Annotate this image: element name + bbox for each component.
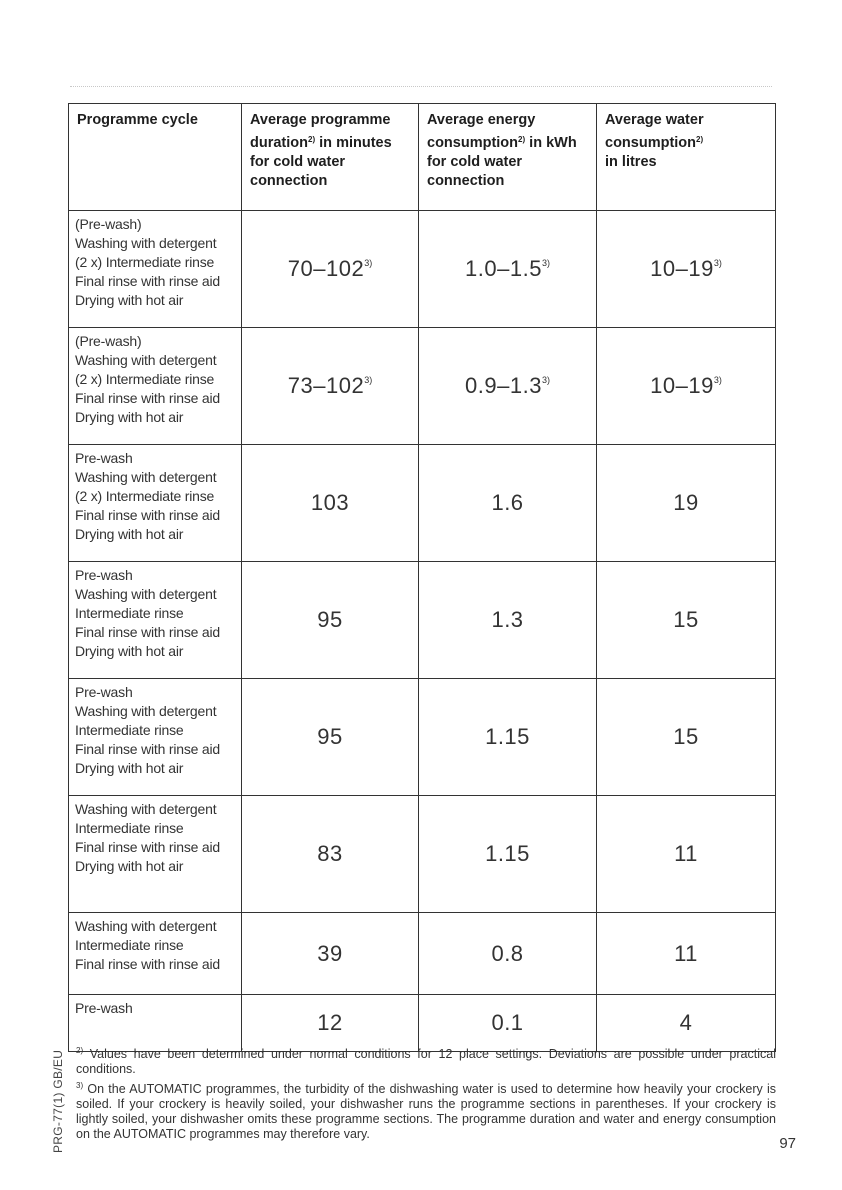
cycle-step: Intermediate rinse (75, 820, 184, 836)
water-value: 15 (673, 724, 699, 749)
cycle-step: Drying with hot air (75, 409, 184, 425)
header-water: Average water consumption$^{2)}$ in litres (597, 104, 776, 211)
duration-value: 83 (317, 841, 343, 866)
energy-cell (419, 211, 597, 328)
cycle-step: Drying with hot air (75, 643, 184, 659)
footnote-ref: 3) (713, 258, 722, 268)
water-cell (597, 211, 776, 328)
energy-value: 1.6 (491, 490, 524, 515)
duration-cell (242, 211, 419, 328)
water-value: 10–19 (650, 373, 714, 398)
water-value: 10–19 (650, 256, 714, 281)
energy-value: 1.0–1.5 (465, 256, 542, 281)
water-value: 4 (679, 1010, 693, 1035)
energy-cell (419, 679, 597, 796)
footnote-ref: 3) (541, 258, 550, 268)
water-cell (597, 562, 776, 679)
cycle-step: Final rinse with rinse aid (75, 390, 220, 406)
water-cell (597, 913, 776, 995)
energy-cell (419, 562, 597, 679)
footnote-2: $^{2)}$ Values have been determined under normal conditions for 12 place settings. Deviations are possible under practical conditions. (76, 1046, 776, 1076)
energy-cell (419, 913, 597, 995)
cycle-step: Washing with detergent (75, 352, 217, 368)
table-row (69, 328, 776, 445)
cycle-step: Drying with hot air (75, 760, 184, 776)
cycle-step: Pre-wash (75, 567, 133, 583)
programme-cycle-cell (69, 679, 242, 796)
table-row (69, 679, 776, 796)
energy-cell (419, 445, 597, 562)
cycle-step: Washing with detergent (75, 918, 217, 934)
table-row (69, 562, 776, 679)
table-row (69, 796, 776, 913)
programme-cycle-cell (69, 328, 242, 445)
cycle-step: Intermediate rinse (75, 605, 184, 621)
water-cell (597, 445, 776, 562)
programme-cycle-cell (69, 796, 242, 913)
duration-cell (242, 445, 419, 562)
cycle-step: Intermediate rinse (75, 937, 184, 953)
footnote-ref: 3) (713, 375, 722, 385)
cycle-step: Pre-wash (75, 684, 133, 700)
cycle-step: Washing with detergent (75, 801, 217, 817)
programme-cycle-cell (69, 913, 242, 995)
water-value: 19 (673, 490, 699, 515)
energy-cell (419, 328, 597, 445)
cycle-step: Drying with hot air (75, 292, 184, 308)
footnotes (76, 1043, 776, 1142)
table-row (69, 445, 776, 562)
water-value: 15 (673, 607, 699, 632)
cycle-step: Final rinse with rinse aid (75, 624, 220, 640)
cycle-step: Final rinse with rinse aid (75, 507, 220, 523)
duration-value: 39 (317, 940, 343, 966)
footnote-3: $^{3)}$ On the AUTOMATIC programmes, the turbidity of the dishwashing water is used to determine how heavily your crockery is soiled. If your crockery is heavily soiled, your dishwasher runs the programme sections in parentheses. If your crockery is lightly soiled, your dishwasher omits these programme sections. The programme duration and water and energy consumption on the AUTOMATIC programmes may therefore vary. (76, 1081, 776, 1141)
cycle-step: Pre-wash (75, 450, 133, 466)
duration-cell (242, 913, 419, 995)
water-cell (597, 679, 776, 796)
cycle-step: (2 x) Intermediate rinse (75, 254, 215, 270)
table-row (69, 211, 776, 328)
page-number: 97 (779, 1135, 796, 1152)
energy-cell (419, 796, 597, 913)
water-value: 11 (674, 940, 698, 966)
duration-value: 12 (317, 1010, 343, 1035)
energy-value: 0.1 (491, 1010, 524, 1035)
duration-cell (242, 328, 419, 445)
cycle-step: Final rinse with rinse aid (75, 273, 220, 289)
duration-cell (242, 796, 419, 913)
footnote-ref: 3) (364, 258, 373, 268)
programme-cycle-cell (69, 211, 242, 328)
water-cell (597, 796, 776, 913)
programme-cycle-cell (69, 445, 242, 562)
programme-cycle-cell (69, 562, 242, 679)
cycle-step: Washing with detergent (75, 586, 217, 602)
programme-table (68, 103, 776, 1052)
cycle-step: Final rinse with rinse aid (75, 839, 220, 855)
duration-value: 103 (310, 490, 350, 515)
cycle-step: Intermediate rinse (75, 722, 184, 738)
energy-value: 1.3 (491, 607, 524, 632)
duration-value: 73–102 (287, 373, 365, 398)
energy-value: 1.15 (485, 841, 530, 866)
duration-value: 70–102 (287, 256, 365, 281)
cycle-step: (2 x) Intermediate rinse (75, 488, 215, 504)
cycle-step: (2 x) Intermediate rinse (75, 371, 215, 387)
cycle-step: Washing with detergent (75, 469, 217, 485)
cycle-step: Washing with detergent (75, 703, 217, 719)
cycle-step: Washing with detergent (75, 235, 217, 251)
table-header-row (69, 104, 776, 211)
header-rule (70, 86, 772, 87)
energy-value: 1.15 (485, 724, 530, 749)
footnote-ref: 3) (541, 375, 550, 385)
cycle-step: Final rinse with rinse aid (75, 741, 220, 757)
duration-value: 95 (317, 607, 343, 632)
water-cell (597, 328, 776, 445)
cycle-step: (Pre-wash) (75, 333, 142, 349)
cycle-step: Drying with hot air (75, 858, 184, 874)
header-energy: Average energy consumption$^{2)}$ in kWh for cold water connection (419, 104, 597, 211)
duration-cell (242, 562, 419, 679)
energy-value: 0.8 (491, 940, 524, 966)
header-programme-cycle: Programme cycle (69, 104, 242, 211)
cycle-step: Drying with hot air (75, 526, 184, 542)
duration-cell (242, 679, 419, 796)
cycle-step: (Pre-wash) (75, 216, 142, 232)
header-duration: Average programme duration$^{2)}$ in minutes for cold water connection (242, 104, 419, 211)
cycle-step: Pre-wash (75, 1000, 133, 1016)
water-value: 11 (674, 841, 698, 866)
footnote-ref: 3) (364, 375, 373, 385)
cycle-step: Final rinse with rinse aid (75, 956, 220, 972)
energy-value: 0.9–1.3 (465, 373, 542, 398)
document-code: PRG-77(1) GB/EU (51, 1049, 65, 1153)
duration-value: 95 (317, 724, 343, 749)
table-row (69, 913, 776, 995)
